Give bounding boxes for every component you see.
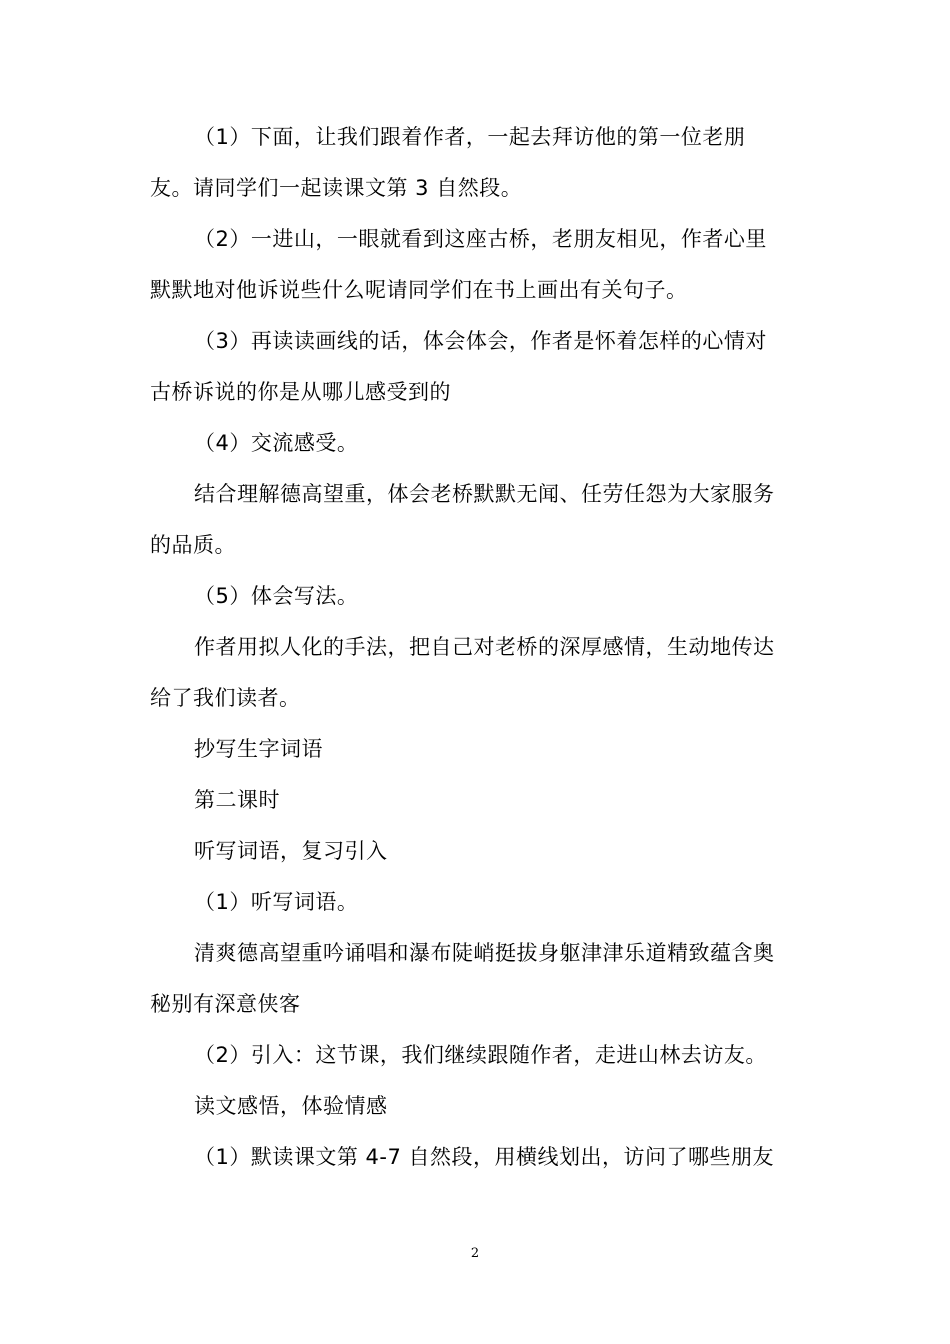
paragraph [150, 571, 810, 622]
paragraph-line: （4）交流感受。 [194, 431, 359, 455]
paragraph-line: （5）体会写法。 [194, 584, 359, 608]
paragraph [150, 724, 810, 775]
paragraph-line: 默默地对他诉说些什么呢请同学们在书上画出有关句子。 [150, 278, 688, 302]
paragraph-line: （1）下面，让我们跟着作者，一起去拜访他的第一位老朋 [194, 125, 746, 149]
paragraph-line: 给了我们读者。 [150, 686, 301, 710]
paragraph-line: 读文感悟，体验情感 [194, 1094, 388, 1118]
paragraph-line: 清爽德高望重吟诵唱和瀑布陡峭挺拔身躯津津乐道精致蕴含奥 [194, 941, 775, 965]
paragraph [150, 469, 810, 571]
paragraph [150, 622, 810, 724]
paragraph-line: （3）再读读画线的话，体会体会，作者是怀着怎样的心情对 [194, 329, 767, 353]
paragraph-line: （1）听写词语。 [194, 890, 359, 914]
paragraph-line: 抄写生字词语 [194, 737, 323, 761]
paragraph-line: 听写词语，复习引入 [194, 839, 388, 863]
paragraph-line: 作者用拟人化的手法，把自己对老桥的深厚感情，生动地传达 [194, 635, 775, 659]
paragraph [150, 214, 810, 316]
paragraph-line: 的品质。 [150, 533, 236, 557]
paragraph-line: 古桥诉说的你是从哪儿感受到的 [150, 380, 451, 404]
paragraph-line: （2）引入：这节课，我们继续跟随作者，走进山林去访友。 [194, 1043, 767, 1067]
paragraph [150, 775, 810, 826]
page-number: 2 [470, 1246, 480, 1261]
paragraph-line: 第二课时 [194, 788, 280, 812]
paragraph-line: （1）默读课文第 4-7 自然段，用横线划出，访问了哪些朋友 [194, 1145, 775, 1169]
paragraph-line: 秘别有深意侠客 [150, 992, 301, 1016]
paragraph [150, 877, 810, 928]
paragraph [150, 1081, 810, 1132]
paragraph-line: 结合理解德高望重，体会老桥默默无闻、任劳任怨为大家服务 [194, 482, 775, 506]
paragraph [150, 928, 810, 1030]
paragraph [150, 1030, 810, 1081]
paragraph [150, 1132, 810, 1183]
paragraph-line: 友。请同学们一起读课文第 3 自然段。 [150, 176, 523, 200]
paragraph [150, 112, 810, 214]
paragraph [150, 418, 810, 469]
paragraph [150, 826, 810, 877]
paragraph [150, 316, 810, 418]
paragraph-line: （2）一进山，一眼就看到这座古桥，老朋友相见，作者心里 [194, 227, 767, 251]
